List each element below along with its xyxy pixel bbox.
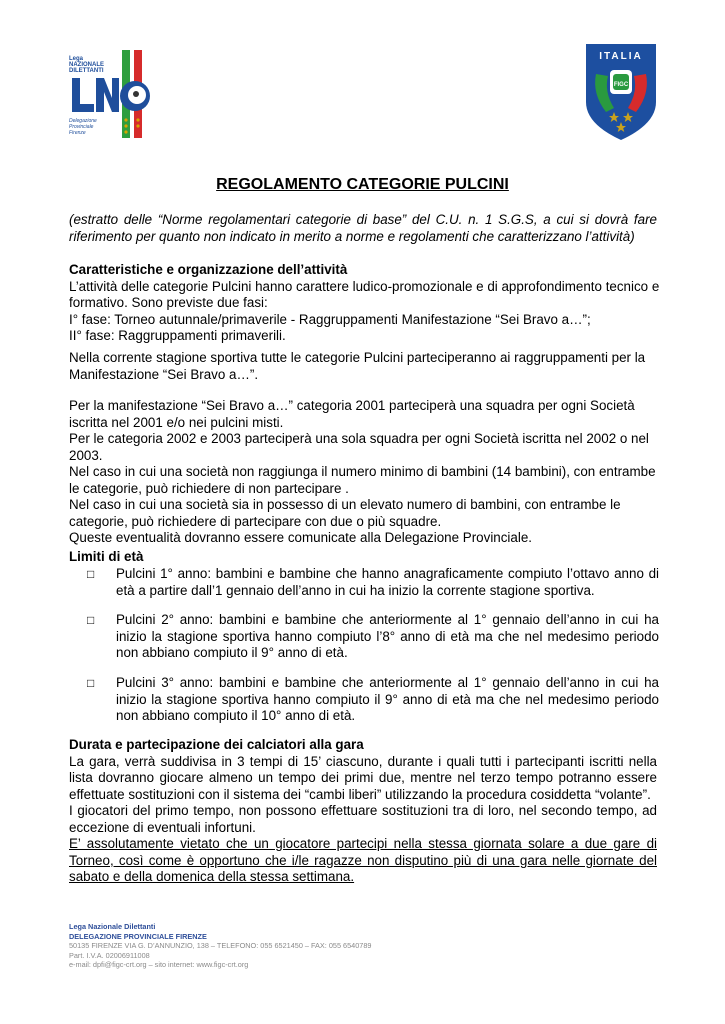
paragraph: II° fase: Raggruppamenti primaverili.: [69, 328, 286, 343]
figc-italia-logo: [584, 42, 658, 142]
section-heading: Caratteristiche e organizzazione dell’attività: [69, 262, 348, 277]
paragraph: Nel caso in cui una società sia in possesso di un elevato numero di bambini, con entrambe le categorie, può richiedere di partecipare con due o più squadre.: [69, 497, 621, 529]
footer-delegation: DELEGAZIONE PROVINCIALE FIRENZE: [69, 931, 207, 941]
list-item: [87, 566, 659, 599]
lnd-logo-text-1: Lega: [69, 56, 84, 62]
lnd-logo-sub-2: Provinciale: [69, 124, 94, 130]
paragraph: L’attività delle categorie Pulcini hanno carattere ludico-promozionale e di approfondimento tecnico e formativo. Sono previste due fasi:: [69, 278, 660, 310]
paragraph-current-season: Nella corrente stagione sportiva tutte le categorie Pulcini parteciperanno ai raggruppamenti per la Manifestazione “Sei Bravo a…”.: [69, 350, 646, 382]
checkbox-bullet-icon: □: [87, 613, 95, 627]
paragraph: La gara, verrà suddivisa in 3 tempi di 15’ ciascuno, durante i quali tutti i partecipanti iscritti nella lista dovranno giocare almeno un tempo dei primi due, mentre nel terzo tempo potranno essere effettuate sostituzioni con il sistema dei “cambi liberi” utilizzando la procedura cosiddetta “volante”.: [69, 753, 657, 802]
list-item-text: Pulcini 3° anno: bambini e bambine che anteriormente al 1° gennaio dell’anno in cui ha inizio la stagione sportiva hanno compiuto il 9° anno di età ma che nel medesimo periodo non abbiano compiuto il 10° anno di età.: [116, 675, 659, 723]
lnd-logo: [64, 42, 159, 142]
section-heading: Durata e partecipazione dei calciatori alla gara: [69, 737, 364, 752]
footer-address: 50135 FIRENZE VIA G. D’ANNUNZIO, 138 – TELEFONO: 055 6521450 – FAX: 055 6540789: [69, 941, 372, 951]
footer-org-name: Lega Nazionale Dilettanti: [69, 922, 156, 931]
section-match-duration: [69, 737, 657, 886]
section-participation: [69, 398, 661, 547]
footer: [69, 922, 371, 970]
figc-banner-text: ITALIA: [599, 51, 643, 62]
lnd-logo-text-3: DILETTANTI: [69, 68, 104, 74]
section-characteristics: [69, 262, 661, 345]
lnd-logo-text-2: NAZIONALE: [69, 62, 104, 68]
footer-contacts: e-mail: dpfi@figc-crt.org – sito internet: www.figc-crt.org: [69, 960, 249, 970]
document-title: REGOLAMENTO CATEGORIE PULCINI: [216, 176, 509, 193]
checkbox-bullet-icon: □: [87, 567, 95, 581]
intro-paragraph: (estratto delle “Norme regolamentari categorie di base” del C.U. n. 1 S.G.S, a cui si dovrà fare riferimento per quanto non indicato in merito a norme e regolamenti che caratterizzano l’attività): [69, 212, 657, 244]
figc-badge-text: FIGC: [613, 82, 629, 88]
list-item-text: Pulcini 2° anno: bambini e bambine che anteriormente al 1° gennaio dell’anno in cui ha inizio la stagione sportiva hanno compiuto l’8° anno di età ma che nel medesimo periodo non abbiano compiuto il 9° anno di età.: [116, 612, 659, 660]
paragraph: Per la manifestazione “Sei Bravo a…” categoria 2001 parteciperà una squadra per ogni Società iscritta nel 2001 e/o nei pulcini misti.: [69, 398, 635, 430]
underlined-rule-paragraph: E’ assolutamente vietato che un giocatore partecipi nella stessa giornata solare a due gare di Torneo, così come è opportuno che i/le ragazze non disputino più di una gara nelle giornate del sabato e della domenica della stessa settimana.: [69, 836, 657, 884]
list-item: [87, 612, 659, 662]
paragraph: I° fase: Torneo autunnale/primaverile - Raggruppamenti Manifestazione “Sei Bravo a…”;: [69, 311, 591, 327]
section-heading-age-limits: Limiti di età: [69, 549, 144, 564]
paragraph: I giocatori del primo tempo, non possono effettuare sostituzioni tra di loro, nel secondo tempo, ad eccezione di eventuali infortuni.: [69, 803, 657, 835]
list-item-text: Pulcini 1° anno: bambini e bambine che hanno anagraficamente compiuto l’ottavo anno di età a partire dall’1 gennaio dell’anno in cui ha inizio la corrente stagione sportiva.: [116, 566, 659, 598]
lnd-logo-sub-3: Firenze: [69, 130, 86, 136]
footer-vat: Part. I.V.A. 02006911008: [69, 950, 150, 960]
checkbox-bullet-icon: □: [87, 676, 95, 690]
lnd-logo-sub-1: Delegazione: [69, 118, 97, 124]
list-item: [87, 675, 659, 725]
paragraph: Nel caso in cui una società non raggiunga il numero minimo di bambini (14 bambini), con entrambe le categorie, può richiedere di non partecipare .: [69, 464, 656, 496]
paragraph: Queste eventualità dovranno essere comunicate alla Delegazione Provinciale.: [69, 530, 532, 545]
paragraph: Per le categoria 2002 e 2003 parteciperà una sola squadra per ogni Società iscritta nel 2002 o nel 2003.: [69, 431, 649, 463]
